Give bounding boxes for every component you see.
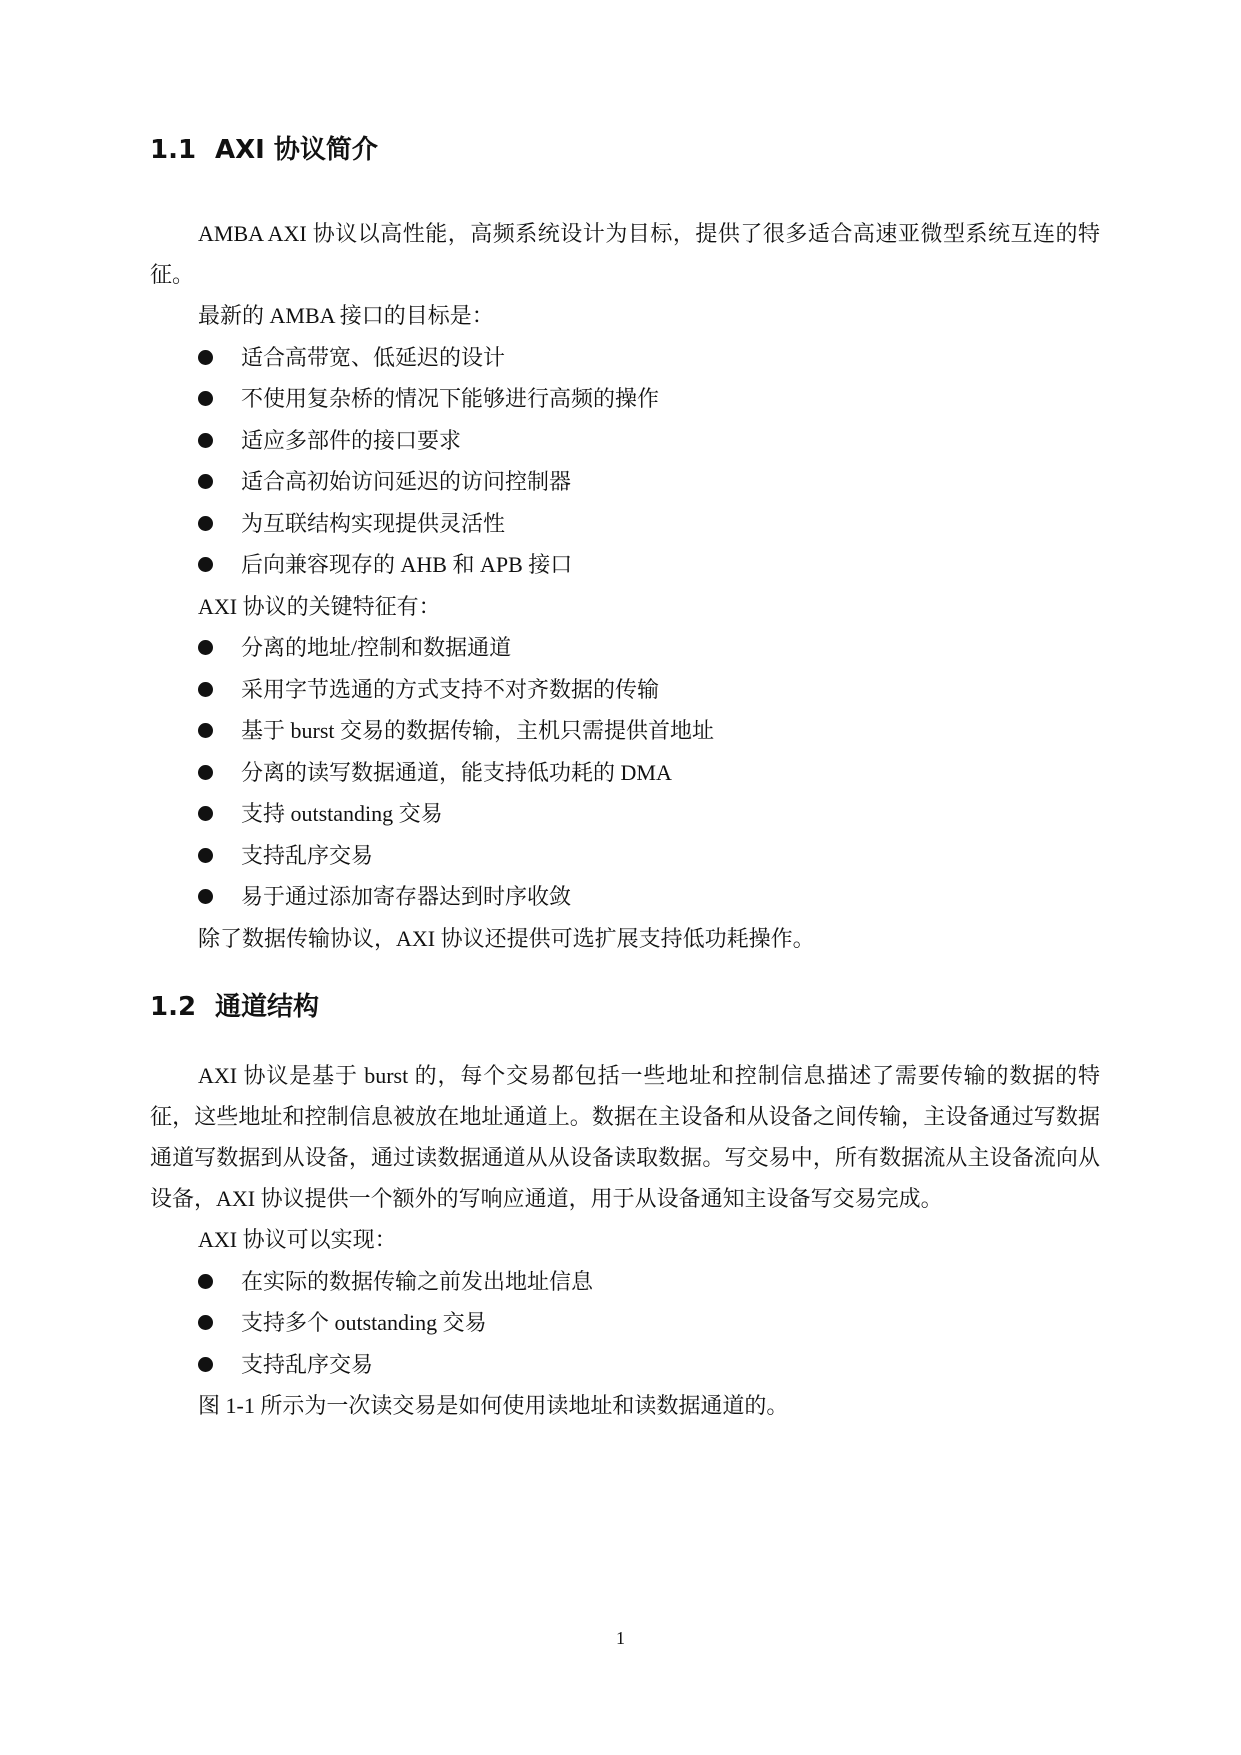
figure-reference: 图 1-1 所示为一次读交易是如何使用读地址和读数据通道的。 <box>198 1393 789 1418</box>
bullet-icon <box>198 350 213 365</box>
list-item: 支持 outstanding 交易 <box>150 793 1100 835</box>
capabilities-list <box>150 1261 1100 1386</box>
bullet-icon <box>198 640 213 655</box>
list-item: 支持多个 outstanding 交易 <box>150 1302 1100 1344</box>
bullet-icon <box>198 889 213 904</box>
list-item: 不使用复杂桥的情况下能够进行高频的操作 <box>150 378 1100 420</box>
goals-list <box>150 337 1100 586</box>
list-item: 分离的读写数据通道，能支持低功耗的 DMA <box>150 752 1100 794</box>
bullet-icon <box>198 1357 213 1372</box>
list-item: 适合高初始访问延迟的访问控制器 <box>150 461 1100 503</box>
closing-line: 除了数据传输协议，AXI 协议还提供可选扩展支持低功耗操作。 <box>198 925 815 951</box>
bullet-icon <box>198 765 213 780</box>
page-content <box>150 130 1100 1427</box>
bullet-icon <box>198 723 213 738</box>
features-lead: AXI 协议的关键特征有： <box>198 593 441 619</box>
section-number: 1.2 <box>150 992 197 1022</box>
bullet-icon <box>198 557 213 572</box>
list-item: 适合高带宽、低延迟的设计 <box>150 337 1100 379</box>
list-item: 支持乱序交易 <box>150 835 1100 877</box>
list-item: 支持乱序交易 <box>150 1344 1100 1386</box>
list-item: 易于通过添加寄存器达到时序收敛 <box>150 876 1100 918</box>
section-title: 通道结构 <box>215 992 320 1022</box>
features-list <box>150 627 1100 918</box>
intro-paragraph: AMBA AXI 协议以高性能，高频系统设计为目标，提供了很多适合高速亚微型系统互连的特征。 <box>150 221 1100 287</box>
bullet-icon <box>198 1274 213 1289</box>
section-heading-1-2 <box>150 987 1100 1027</box>
goals-lead: 最新的 AMBA 接口的目标是： <box>198 303 494 328</box>
bullet-icon <box>198 433 213 448</box>
bullet-icon <box>198 1315 213 1330</box>
section-heading-1-1 <box>150 130 1100 170</box>
list-item: 采用字节选通的方式支持不对齐数据的传输 <box>150 669 1100 711</box>
page-number: 1 <box>616 1628 625 1648</box>
bullet-icon <box>198 391 213 406</box>
channel-paragraph: AXI 协议是基于 burst 的，每个交易都包括一些地址和控制信息描述了需要传输的数据的特征，这些地址和控制信息被放在地址通道上。数据在主设备和从设备之间传输，主设备通过写数据通道写数据到从设备，通过读数据通道从从设备读取数据。写交易中，所有数据流从主设备流向从设备，AXI 协议提供一个额外的写响应通道，用于从设备通知主设备写交易完成。 <box>150 1063 1100 1211</box>
list-item: 适应多部件的接口要求 <box>150 420 1100 462</box>
list-item: 基于 burst 交易的数据传输，主机只需提供首地址 <box>150 710 1100 752</box>
bullet-icon <box>198 682 213 697</box>
bullet-icon <box>198 474 213 489</box>
bullet-icon <box>198 806 213 821</box>
section-title: AXI 协议简介 <box>215 135 378 165</box>
list-item: 为互联结构实现提供灵活性 <box>150 503 1100 545</box>
list-item: 后向兼容现存的 AHB 和 APB 接口 <box>150 544 1100 586</box>
list-item: 在实际的数据传输之前发出地址信息 <box>150 1261 1100 1303</box>
bullet-icon <box>198 848 213 863</box>
list-item: 分离的地址/控制和数据通道 <box>150 627 1100 669</box>
section-number: 1.1 <box>150 135 197 165</box>
capabilities-lead: AXI 协议可以实现： <box>198 1227 397 1252</box>
bullet-icon <box>198 516 213 531</box>
